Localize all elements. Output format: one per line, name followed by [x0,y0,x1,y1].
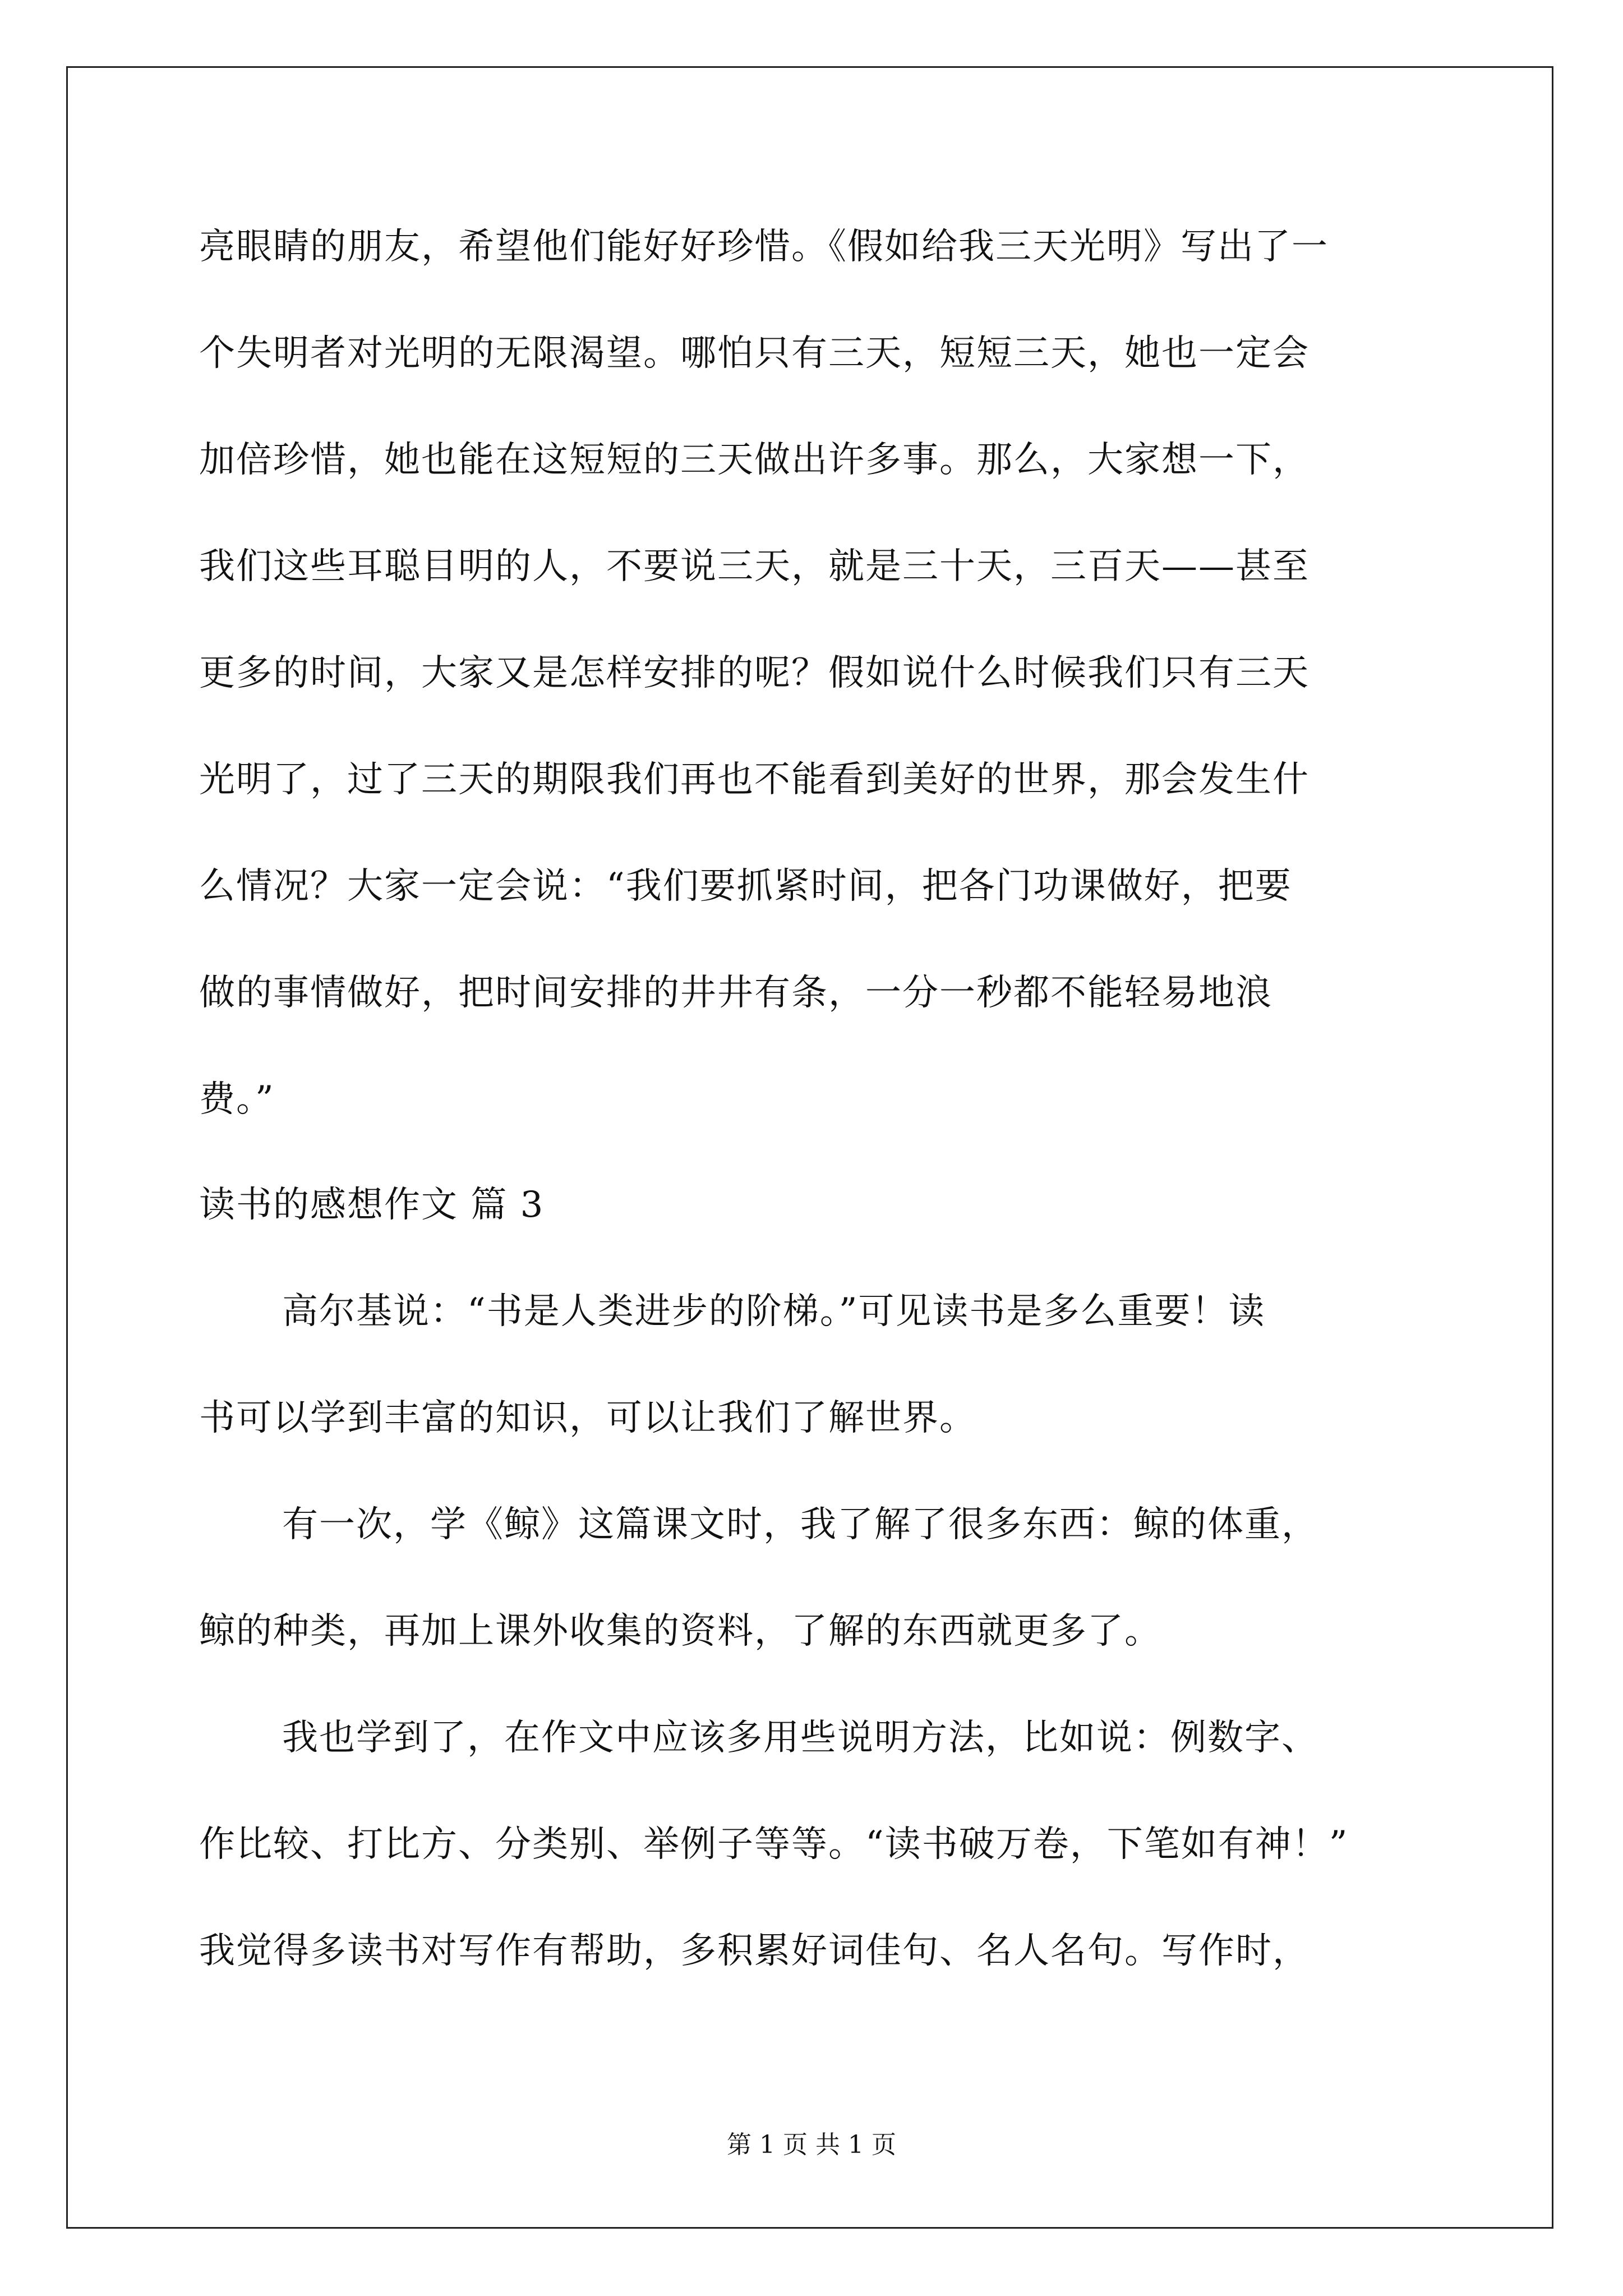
paragraph-line: 高尔基说：“书是人类进步的阶梯。”可见读书是多么重要！读 [282,1291,1266,1332]
paragraph-line: 作比较、打比方、分类别、举例子等等。“读书破万卷，下笔如有神！” [199,1824,1349,1865]
paragraph-line: 书可以学到丰富的知识，可以让我们了解世界。 [199,1397,976,1439]
body-line: 么情况？大家一定会说：“我们要抓紧时间，把各门功课做好，把要 [199,866,1292,907]
paragraph-line: 有一次，学《鲸》这篇课文时，我了解了很多东西：鲸的体重， [282,1504,1318,1545]
page-footer: 第 1 页 共 1 页 [727,2131,896,2159]
page-border [66,66,1553,2229]
paragraph-line: 我觉得多读书对写作有帮助，多积累好词佳句、名人名句。写作时， [199,1930,1310,1972]
body-line: 我们这些耳聪目明的人，不要说三天，就是三十天，三百天——甚至 [199,546,1310,587]
paragraph-line: 我也学到了，在作文中应该多用些说明方法，比如说：例数字、 [282,1717,1318,1759]
paragraph-line: 鲸的种类，再加上课外收集的资料，了解的东西就更多了。 [199,1611,1161,1652]
body-line: 加倍珍惜，她也能在这短短的三天做出许多事。那么，大家想一下， [199,439,1310,481]
body-line: 做的事情做好，把时间安排的井井有条，一分一秒都不能轻易地浪 [199,972,1272,1014]
body-line: 亮眼睛的朋友，希望他们能好好珍惜。《假如给我三天光明》写出了一 [199,226,1329,268]
body-line: 更多的时间，大家又是怎样安排的呢？假如说什么时候我们只有三天 [199,652,1310,694]
body-line: 费。” [199,1079,275,1120]
body-line: 光明了，过了三天的期限我们再也不能看到美好的世界，那会发生什 [199,759,1310,800]
body-line: 个失明者对光明的无限渴望。哪怕只有三天，短短三天，她也一定会 [199,333,1310,374]
section-heading: 读书的感想作文 篇 3 [199,1184,545,1226]
